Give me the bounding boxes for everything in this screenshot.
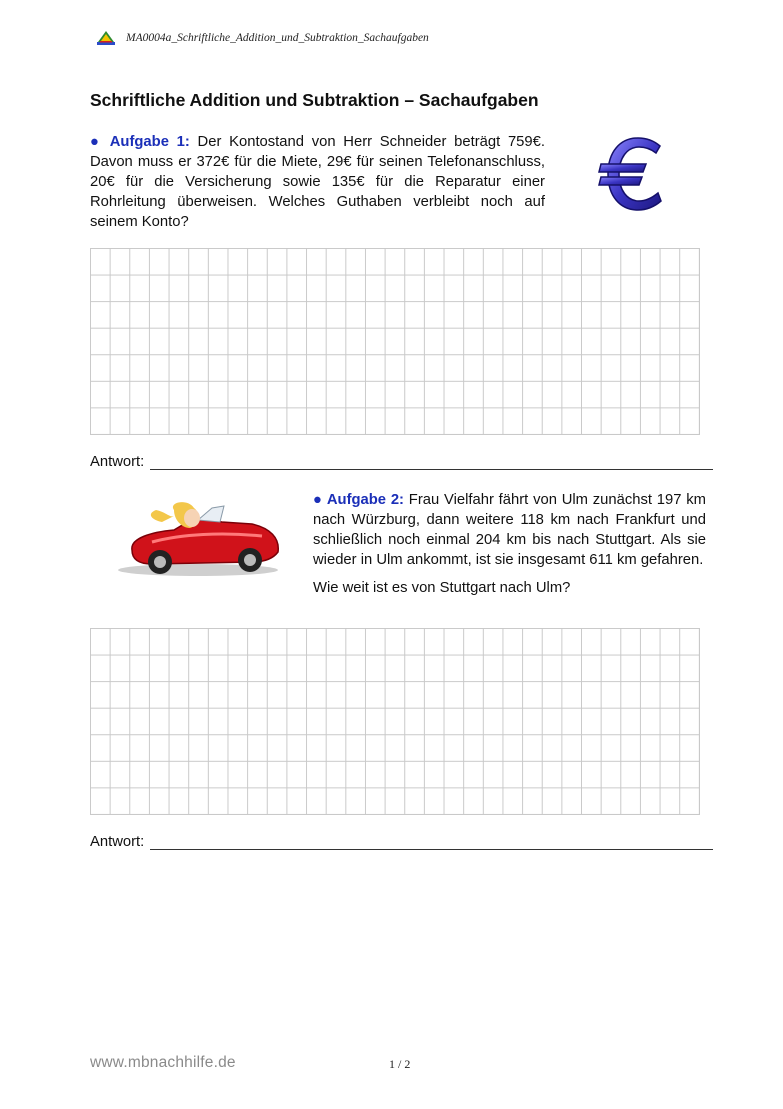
task-2 <box>313 490 706 598</box>
task-2-text: Frau Vielfahr fährt von Ulm zunächst 197 km nach Würzburg, dann weitere 118 km nach Frankfurt und schließlich noch einmal 204 km bis nach Stuttgart. Als sie wieder in Ulm ankommt, ist sie insgesamt 611 km gefahren. <box>313 492 706 568</box>
answer-row-2 <box>90 834 713 850</box>
document-id: MA0004a_Schriftliche_Addition_und_Subtraktion_Sachaufgaben <box>126 32 429 44</box>
euro-icon <box>598 134 670 214</box>
footer-url: www.mbnachhilfe.de <box>90 1054 236 1071</box>
task-2-label: ● Aufgabe 2: <box>313 492 404 508</box>
car-icon <box>112 500 284 582</box>
page-number: 1 / 2 <box>389 1057 411 1071</box>
answer-label-1: Antwort: <box>90 454 145 470</box>
page-header <box>96 30 429 46</box>
book-logo-icon <box>96 30 116 46</box>
task-1-label: ● Aufgabe 1: <box>90 134 190 150</box>
answer-line-1 <box>150 455 713 470</box>
task-1-text: Der Kontostand von Herr Schneider beträgt 759€. Davon muss er 372€ für die Miete, 29€ für seinen Telefonanschluss, 20€ für die Versicherung sowie 135€ für die Reparatur einer Rohrleitung überweisen. Welches Guthaben verbleibt noch auf seinem Konto? <box>90 134 545 230</box>
page-title: Schriftliche Addition und Subtraktion – Sachaufgaben <box>90 90 539 110</box>
answer-row-1 <box>90 454 713 470</box>
task-1 <box>90 132 545 232</box>
working-grid-2 <box>90 628 700 815</box>
working-grid-1 <box>90 248 700 435</box>
answer-line-2 <box>150 835 713 850</box>
answer-label-2: Antwort: <box>90 834 145 850</box>
task-2-question: Wie weit ist es von Stuttgart nach Ulm? <box>313 580 571 596</box>
